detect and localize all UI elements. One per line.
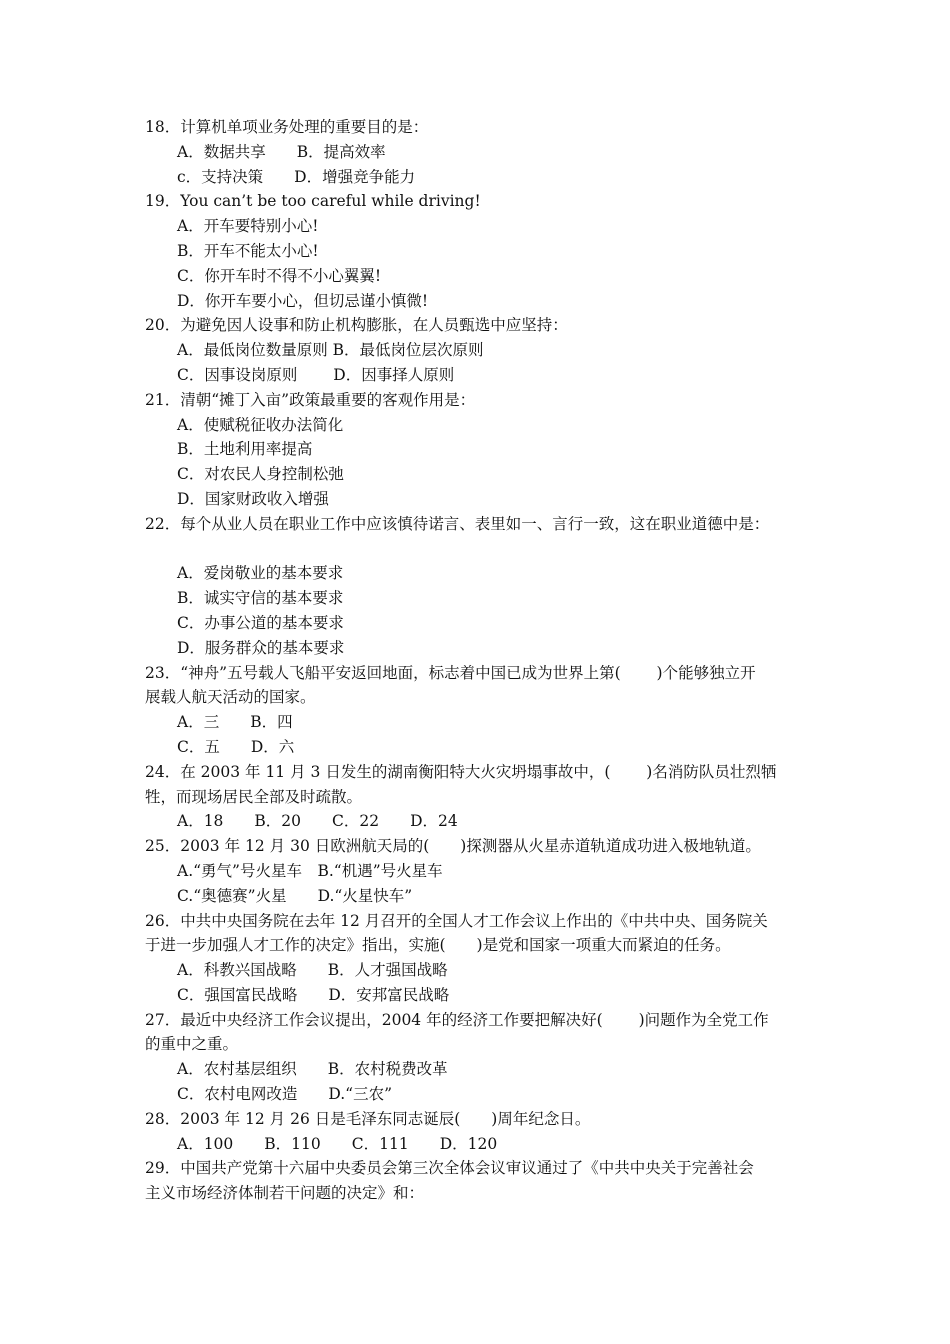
question-20-options-row-1: A．最低岗位数量原则 B．最低岗位层次原则 [177, 341, 484, 360]
question-22-option-c: C．办事公道的基本要求 [177, 613, 344, 632]
question-19-option-b: B．开车不能太小心! [177, 241, 319, 260]
question-27-stem: 27．最近中央经济工作会议提出，2004 年的经济工作要把解决好( )问题作为全党工作 [145, 1010, 769, 1029]
question-19-option-d: D．你开车要小心，但切忌谨小慎微! [177, 291, 429, 310]
question-24-stem-cont: 牲，而现场居民全部及时疏散。 [145, 787, 363, 806]
question-25-options-row-1: A.“勇气”号火星车 B.“机遇”号火星车 [177, 861, 443, 880]
question-29-stem: 29．中国共产党第十六届中央委员会第三次全体会议审议通过了《中共中央关于完善社会 [145, 1159, 754, 1178]
question-22-option-d: D．服务群众的基本要求 [177, 638, 345, 657]
question-23-stem: 23．“神舟”五号载人飞船平安返回地面，标志着中国已成为世界上第( )个能够独立开 [145, 663, 756, 682]
question-29-stem-cont: 主义市场经济体制若干问题的决定》和： [145, 1184, 425, 1203]
question-27-options-row-2: C．农村电网改造 D.“三农” [177, 1085, 393, 1104]
question-28-options: A．100 B．110 C．111 D．120 [177, 1134, 498, 1153]
question-26-options-row-1: A．科教兴国战略 B．人才强国战略 [177, 961, 448, 980]
question-25-stem: 25．2003 年 12 月 30 日欧洲航天局的( )探测器从火星赤道轨道成功进入极地轨道。 [145, 837, 761, 856]
question-18-options-row-1: A．数据共享 B．提高效率 [177, 142, 386, 161]
question-26-stem-cont: 于进一步加强人才工作的决定》指出，实施( )是党和国家一项重大而紧迫的任务。 [145, 936, 731, 955]
question-22-stem: 22．每个从业人员在职业工作中应该慎待诺言、表里如一、言行一致，这在职业道德中是： [145, 514, 770, 533]
question-21-stem: 21．清朝“摊丁入亩”政策最重要的客观作用是： [145, 390, 476, 409]
question-23-stem-cont: 展载人航天活动的国家。 [145, 688, 316, 707]
question-22-option-b: B．诚实守信的基本要求 [177, 589, 344, 608]
question-27-options-row-1: A．农村基层组织 B．农村税费改革 [177, 1060, 448, 1079]
question-25-options-row-2: C.“奥德赛”火星 D.“火星快车” [177, 886, 413, 905]
question-24-stem: 24．在 2003 年 11 月 3 日发生的湖南衡阳特大火灾坍塌事故中，( )名消防队员壮烈牺 [145, 762, 777, 781]
question-18-options-row-2: c．支持决策 D．增强竞争能力 [177, 167, 416, 186]
question-21-option-c: C．对农民人身控制松弛 [177, 465, 344, 484]
question-27-stem-cont: 的重中之重。 [145, 1035, 239, 1054]
question-24-options: A．18 B．20 C．22 D．24 [177, 812, 458, 831]
question-18-stem: 18．计算机单项业务处理的重要目的是： [145, 118, 429, 136]
question-23-options-row-1: A．三 B．四 [177, 713, 293, 732]
question-20-options-row-2: C．因事设岗原则 D．因事择人原则 [177, 365, 455, 384]
question-26-stem: 26．中共中央国务院在去年 12 月召开的全国人才工作会议上作出的《中共中央、国务院关 [145, 911, 768, 930]
question-list [145, 115, 810, 1206]
question-26-options-row-2: C．强国富民战略 D．安邦富民战略 [177, 985, 450, 1004]
question-22-option-a: A．爱岗敬业的基本要求 [177, 564, 344, 583]
question-19-option-c: C．你开车时不得不小心翼翼! [177, 266, 382, 285]
question-19-option-a: A．开车要特别小心! [177, 217, 319, 236]
question-21-option-b: B．土地利用率提高 [177, 440, 313, 459]
question-23-options-row-2: C．五 D．六 [177, 737, 295, 756]
question-21-option-d: D．国家财政收入增强 [177, 489, 329, 508]
question-19-stem: 19．You can’t be too careful while driving! [145, 192, 481, 211]
question-28-stem: 28．2003 年 12 月 26 日是毛泽东同志诞辰( )周年纪念日。 [145, 1109, 591, 1128]
question-21-option-a: A．使赋税征收办法简化 [177, 415, 344, 434]
blank-line [145, 537, 810, 562]
question-20-stem: 20．为避免因人设事和防止机构膨胀，在人员甄选中应坚持： [145, 316, 568, 335]
